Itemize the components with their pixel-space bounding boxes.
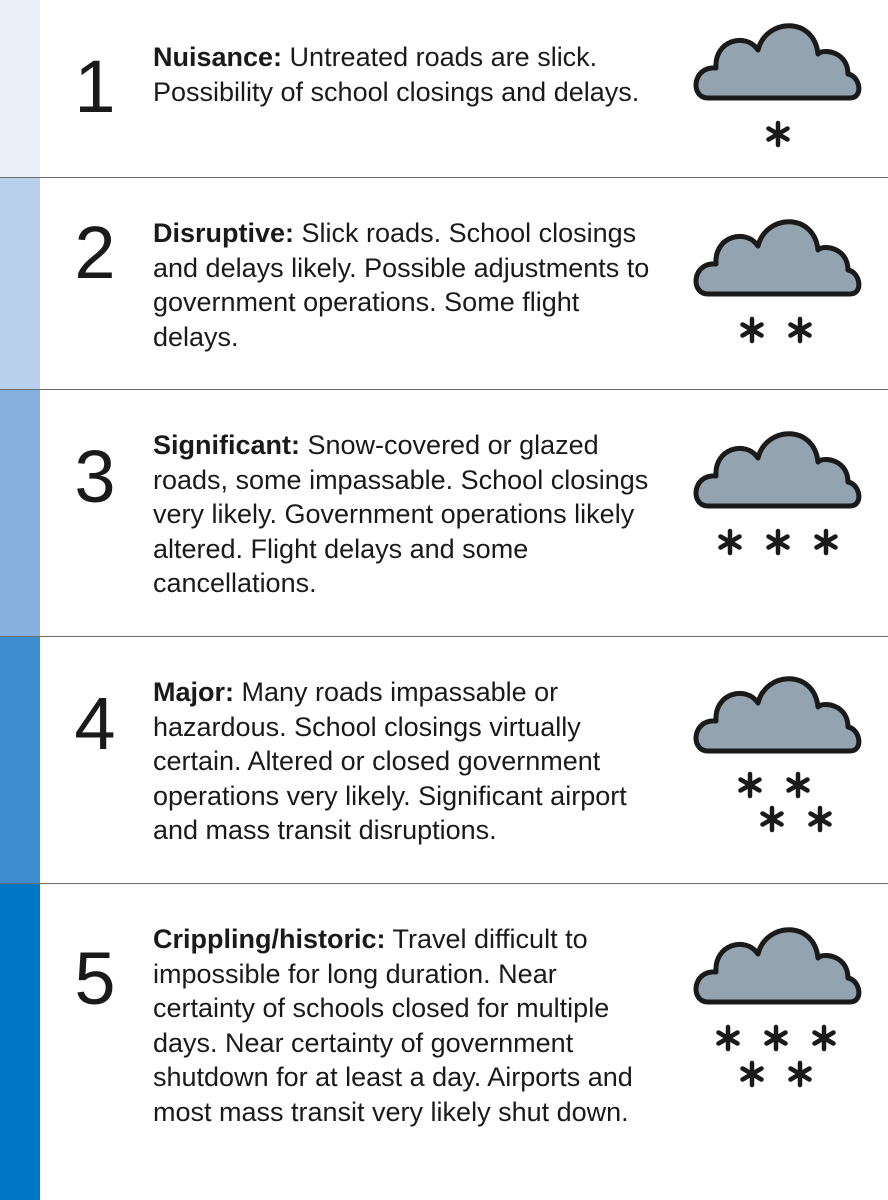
level-4-text: Many roads impassable or hazardous. School closings virtually certain. Altered or closed government operations very likely. Significant airport and mass transit disruptions. [153,677,627,845]
level-1-row [0,0,888,178]
level-4-description [153,675,653,848]
level-2-number: 2 [74,211,116,294]
level-1-number: 1 [74,45,116,128]
level-2-color-strip [0,178,40,389]
cloud-snow-3-icon [690,404,870,574]
level-1-text: Untreated roads are slick. Possibility of school closings and delays. [153,42,640,107]
level-4-term: Major: [153,677,234,707]
level-3-number: 3 [74,435,116,518]
cloud-snow-4-icon [690,647,870,847]
level-3-color-strip [0,390,40,636]
level-5-row [0,884,888,1200]
level-3-term: Significant: [153,430,300,460]
level-5-number: 5 [74,937,116,1020]
level-2-term: Disruptive: [153,218,295,248]
level-4-color-strip [0,637,40,883]
level-3-description [153,428,653,601]
level-1-term: Nuisance: [153,42,283,72]
cloud-snow-2-icon [690,192,870,352]
cloud-snow-5-icon [690,894,870,1104]
level-2-row [0,178,888,390]
level-4-row [0,637,888,884]
level-5-description [153,922,653,1129]
level-1-description [153,40,653,109]
level-3-row [0,390,888,637]
level-2-description [153,216,653,354]
level-1-color-strip [0,0,40,177]
level-5-text: Travel difficult to impossible for long duration. Near certainty of schools closed for multiple days. Near certainty of government shutdown for at least a day. Airports and most mass transit very likely shut down. [153,924,633,1127]
level-5-term: Crippling/historic: [153,924,386,954]
cloud-snow-1-icon [690,14,870,154]
level-5-color-strip [0,884,40,1200]
level-2-text: Slick roads. School closings and delays likely. Possible adjustments to government operations. Some flight delays. [153,218,650,352]
level-4-number: 4 [74,682,116,765]
level-3-text: Snow-covered or glazed roads, some impassable. School closings very likely. Government operations likely altered. Flight delays and some cancellations. [153,430,649,598]
